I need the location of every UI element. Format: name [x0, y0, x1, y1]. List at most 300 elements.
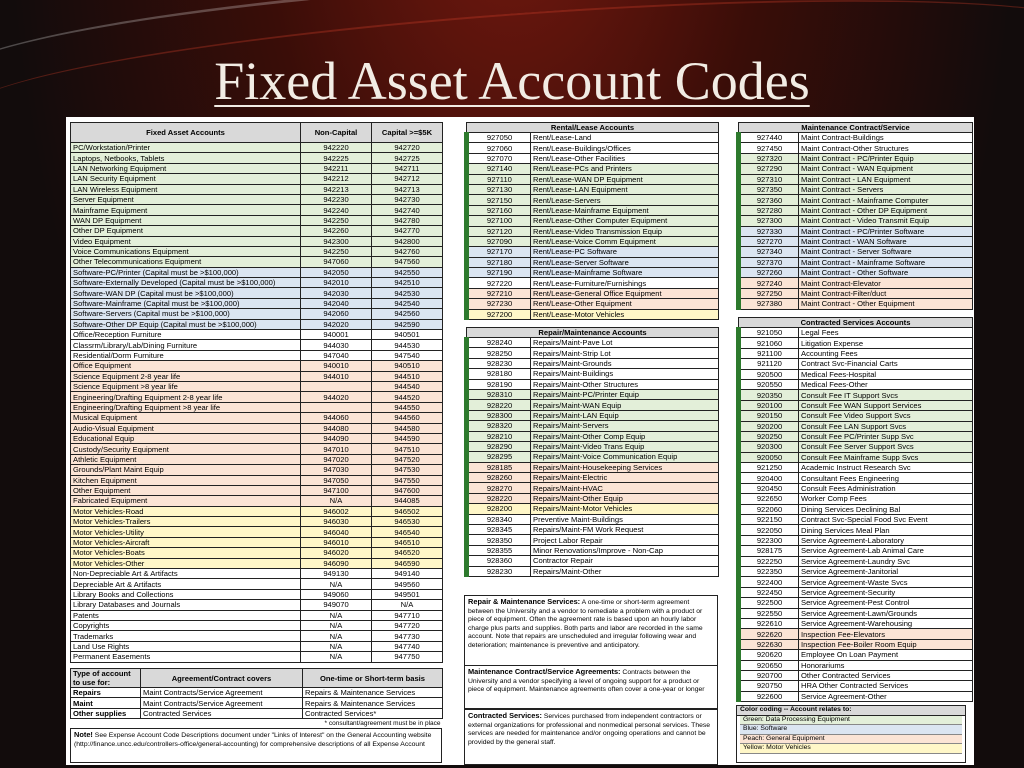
account-description: Maint Contract-Other Structures	[799, 143, 973, 153]
account-code: 928340	[467, 514, 531, 524]
account-code: 927290	[739, 164, 799, 174]
account-code: 927200	[467, 309, 531, 319]
account-name: PC/Workstation/Printer	[71, 143, 301, 153]
account-code: 920100	[739, 400, 799, 410]
account-name: Server Equipment	[71, 194, 301, 204]
table-row	[71, 194, 443, 204]
non-capital-code: 944020	[301, 392, 372, 402]
table-row	[71, 579, 443, 589]
legend-item: Blue: Software	[740, 725, 962, 735]
account-name: Motor Vehicles-Other	[71, 558, 301, 568]
account-description: Other Contracted Services	[799, 670, 973, 680]
table-row	[739, 566, 973, 576]
non-capital-code: 942250	[301, 215, 372, 225]
account-name: Custody/Security Equipment	[71, 444, 301, 454]
account-code: 921050	[739, 328, 799, 338]
account-name: Other Telecommunications Equipment	[71, 257, 301, 267]
capital-code: 946540	[372, 527, 443, 537]
account-code: 928350	[467, 535, 531, 545]
account-name: Motor Vehicles-Aircraft	[71, 537, 301, 547]
account-code: 928175	[739, 546, 799, 556]
account-description: Consult Fee WAN Support Services	[799, 400, 973, 410]
table-row	[467, 452, 719, 462]
non-capital-code: 942220	[301, 143, 372, 153]
account-description: Service Agreement-Waste Svcs	[799, 577, 973, 587]
account-description: Legal Fees	[799, 328, 973, 338]
account-name: Engineering/Drafting Equipment >8 year life	[71, 402, 301, 412]
capital-code: 947750	[372, 652, 443, 662]
account-code: 922610	[739, 618, 799, 628]
account-name: Musical Equipment	[71, 413, 301, 423]
table-row	[467, 216, 719, 226]
table-row	[71, 485, 443, 495]
non-capital-code: 949060	[301, 589, 372, 599]
table-row	[467, 556, 719, 566]
table-row	[467, 535, 719, 545]
table-row	[71, 246, 443, 256]
short-term-type: Repairs & Maintenance Services	[303, 688, 443, 698]
account-code: 920450	[739, 483, 799, 493]
table-row	[467, 205, 719, 215]
account-code: 927130	[467, 184, 531, 194]
type-label: Other supplies	[71, 708, 141, 718]
non-capital-code: 944030	[301, 340, 372, 350]
maint-desc-title: Maintenance Contract/Service Agreements:	[468, 667, 621, 676]
account-description: Maint Contract - Mainframe Computer	[799, 195, 973, 205]
account-name: Motor Vehicles-Boats	[71, 548, 301, 558]
maint-description-box	[464, 665, 718, 709]
repair-maintenance-table	[464, 327, 719, 577]
table-row	[71, 381, 443, 391]
capital-code: 947730	[372, 631, 443, 641]
account-name: LAN Security Equipment	[71, 174, 301, 184]
account-code: 922400	[739, 577, 799, 587]
account-code: 922250	[739, 556, 799, 566]
table-row	[71, 688, 443, 698]
capital-code: 949560	[372, 579, 443, 589]
account-description: Maint Contract - Servers	[799, 184, 973, 194]
account-description: Preventive Maint-Buildings	[531, 514, 719, 524]
table-row	[467, 153, 719, 163]
account-description: Maint Contract-Buildings	[799, 133, 973, 143]
account-description: Service Agreement-Pest Control	[799, 598, 973, 608]
table-row	[467, 473, 719, 483]
table-row	[739, 535, 973, 545]
table-row	[739, 431, 973, 441]
table-row	[739, 494, 973, 504]
capital-code: 949501	[372, 589, 443, 599]
table-row	[739, 195, 973, 205]
non-capital-code: 944060	[301, 413, 372, 423]
account-description: Maint Contract - Other DP Equipment	[799, 205, 973, 215]
table-row	[739, 205, 973, 215]
account-code: 928290	[467, 441, 531, 451]
account-name: Science Equipment 2-8 year life	[71, 371, 301, 381]
table-row	[739, 660, 973, 670]
capital-code: 942712	[372, 174, 443, 184]
non-capital-code: 942040	[301, 298, 372, 308]
non-capital-code: 947010	[301, 444, 372, 454]
account-description: Consult Fees Administration	[799, 483, 973, 493]
capital-code: 942740	[372, 205, 443, 215]
capital-code: 947740	[372, 641, 443, 651]
account-description: Repairs/Maint-LAN Equip	[531, 410, 719, 420]
capital-code: 944540	[372, 381, 443, 391]
account-description: Repairs/Maint-Pave Lot	[531, 338, 719, 348]
account-description: Consult Fee IT Support Svcs	[799, 390, 973, 400]
account-code: 920750	[739, 681, 799, 691]
table-row	[739, 379, 973, 389]
account-name: Office/Reception Furniture	[71, 330, 301, 340]
table-row	[467, 431, 719, 441]
account-description: Service Agreement-Lab Animal Care	[799, 546, 973, 556]
account-code: 928300	[467, 410, 531, 420]
table-row	[467, 309, 719, 319]
table-row	[467, 493, 719, 503]
account-name: Other DP Equipment	[71, 226, 301, 236]
table-row	[71, 698, 443, 708]
account-name: Patents	[71, 610, 301, 620]
account-description: Service Agreement-Laundry Svc	[799, 556, 973, 566]
account-name: Office Equipment	[71, 361, 301, 371]
table-row	[739, 268, 973, 278]
account-name: Software-Servers (Capital must be >$100,000)	[71, 309, 301, 319]
capital-code: 947550	[372, 475, 443, 485]
account-code: 927210	[467, 288, 531, 298]
account-code: 927070	[467, 153, 531, 163]
col-capital: Capital >=$5K	[372, 123, 443, 143]
account-code: 927370	[739, 257, 799, 267]
non-capital-code: 946020	[301, 548, 372, 558]
capital-code: 947720	[372, 620, 443, 630]
account-description: Consultant Fees Engineering	[799, 473, 973, 483]
table-row	[71, 475, 443, 485]
non-capital-code: 947040	[301, 350, 372, 360]
table-row	[467, 288, 719, 298]
table-row	[739, 133, 973, 143]
account-code: 928210	[467, 431, 531, 441]
account-code: 927220	[467, 278, 531, 288]
account-description: Service Agreement-Other	[799, 691, 973, 701]
capital-code: 942760	[372, 246, 443, 256]
account-code: 928240	[467, 338, 531, 348]
table-row	[739, 288, 973, 298]
col-non-capital: Non-Capital	[301, 123, 372, 143]
maintenance-contract-table	[736, 122, 973, 310]
account-code: 927110	[467, 174, 531, 184]
legend-item: Green: Data Processing Equipment	[740, 716, 962, 726]
capital-code: 944085	[372, 496, 443, 506]
table-row	[739, 556, 973, 566]
repair-header: Repair/Maintenance Accounts	[467, 328, 719, 338]
type-of-account-table	[70, 668, 443, 729]
account-name: Library Databases and Journals	[71, 600, 301, 610]
non-capital-code: 946002	[301, 506, 372, 516]
account-description: Rent/Lease-Motor Vehicles	[531, 309, 719, 319]
table-row	[71, 652, 443, 662]
table-row	[71, 465, 443, 475]
account-description: Maint Contract - LAN Equipment	[799, 174, 973, 184]
account-name: Library Books and Collections	[71, 589, 301, 599]
non-capital-code: 946090	[301, 558, 372, 568]
short-term-type: Contracted Services*	[303, 708, 443, 718]
non-capital-code: 942211	[301, 163, 372, 173]
account-name: Voice Communications Equipment	[71, 246, 301, 256]
table-row	[71, 506, 443, 516]
account-code: 928250	[467, 348, 531, 358]
table-row	[71, 226, 443, 236]
non-capital-code: 940010	[301, 361, 372, 371]
table-row	[467, 164, 719, 174]
capital-code: 949140	[372, 569, 443, 579]
account-code: 922300	[739, 535, 799, 545]
account-code: 928200	[467, 504, 531, 514]
account-name: Copyrights	[71, 620, 301, 630]
account-code: 920050	[739, 452, 799, 462]
account-code: 927060	[467, 143, 531, 153]
capital-code: 942713	[372, 184, 443, 194]
table-row	[467, 174, 719, 184]
account-name: Engineering/Drafting Equipment 2-8 year life	[71, 392, 301, 402]
table-row	[739, 226, 973, 236]
repair-desc-text: A one-time or short-term agreement between the University and a vendor to remediate a problem with a product or piece of equipment. Often the agreement rate is based upon an hourly labor charge plus parts and supplies. Both parts and labor are recorded in the same account. Note that repairs are unscheduled and irregular following wear and deterioration; maintenance is preventive and anticipatory.	[468, 599, 703, 649]
agreement-type: Contracted Services	[141, 708, 303, 718]
account-description: Repairs/Maint-HVAC	[531, 483, 719, 493]
table-row	[467, 278, 719, 288]
account-name: Software-WAN DP (Capital must be >$100,000)	[71, 288, 301, 298]
agreement-type: Maint Contracts/Service Agreement	[141, 688, 303, 698]
account-code: 927180	[467, 257, 531, 267]
account-code: 928190	[467, 379, 531, 389]
table-row	[467, 143, 719, 153]
account-description: Rent/Lease-Land	[531, 133, 719, 143]
capital-code: 946510	[372, 537, 443, 547]
repair-desc-title: Repair & Maintenance Services:	[468, 597, 581, 606]
account-name: Software-Other DP Equip (Capital must be >$100,000)	[71, 319, 301, 329]
table-row	[467, 389, 719, 399]
account-description: Repairs/Maint-Voice Communication Equip	[531, 452, 719, 462]
account-name: Video Equipment	[71, 236, 301, 246]
account-name: Permanent Easements	[71, 652, 301, 662]
account-name: Educational Equip	[71, 433, 301, 443]
slide-title: Fixed Asset Account Codes	[214, 51, 810, 111]
table-row	[467, 514, 719, 524]
agreement-type: Maint Contracts/Service Agreement	[141, 698, 303, 708]
table-row	[71, 433, 443, 443]
non-capital-code: 944090	[301, 433, 372, 443]
account-name: Software-Mainframe (Capital must be >$100,000)	[71, 298, 301, 308]
table-row	[467, 441, 719, 451]
table-row	[71, 236, 443, 246]
account-description: Repairs/Maint-Strip Lot	[531, 348, 719, 358]
capital-code: 942560	[372, 309, 443, 319]
non-capital-code: 947050	[301, 475, 372, 485]
capital-code: 944530	[372, 340, 443, 350]
table-row	[739, 328, 973, 338]
account-description: Maint Contract - PC/Printer Equip	[799, 153, 973, 163]
non-capital-code: 947030	[301, 465, 372, 475]
account-code: 928360	[467, 556, 531, 566]
table-row	[739, 216, 973, 226]
table-row	[467, 338, 719, 348]
legend-title: Color coding -- Account relates to:	[737, 706, 965, 716]
capital-code: 942510	[372, 278, 443, 288]
capital-code: 947600	[372, 485, 443, 495]
capital-code: 942720	[372, 143, 443, 153]
table-row	[739, 639, 973, 649]
account-code: 927150	[467, 195, 531, 205]
account-description: Academic Instruct Research Svc	[799, 463, 973, 473]
account-name: Fabricated Equipment	[71, 496, 301, 506]
account-name: Laptops, Netbooks, Tablets	[71, 153, 301, 163]
account-code: 927160	[467, 205, 531, 215]
table-row	[739, 442, 973, 452]
non-capital-code: 942230	[301, 194, 372, 204]
table-row	[71, 350, 443, 360]
table-row	[71, 163, 443, 173]
rental-lease-table	[464, 122, 719, 320]
capital-code: 946520	[372, 548, 443, 558]
account-description: Maint Contract-Filter/duct	[799, 288, 973, 298]
table-row	[467, 379, 719, 389]
account-description: Dining Services Meal Plan	[799, 525, 973, 535]
note-box	[70, 728, 442, 763]
account-description: Maint Contract - PC/Printer Software	[799, 226, 973, 236]
non-capital-code: 949130	[301, 569, 372, 579]
repair-description-box	[464, 595, 718, 667]
type-col-3: One-time or Short-term basis	[303, 669, 443, 688]
table-row	[467, 226, 719, 236]
account-name: LAN Wireless Equipment	[71, 184, 301, 194]
account-code: 927100	[467, 216, 531, 226]
table-row	[71, 496, 443, 506]
table-row	[467, 566, 719, 576]
account-code: 921250	[739, 463, 799, 473]
account-description: Service Agreement-Warehousing	[799, 618, 973, 628]
fixed-asset-table	[70, 122, 443, 663]
non-capital-code: 942030	[301, 288, 372, 298]
table-row	[739, 247, 973, 257]
account-code: 927280	[739, 205, 799, 215]
non-capital-code: N/A	[301, 620, 372, 630]
table-row	[71, 423, 443, 433]
account-code: 921100	[739, 348, 799, 358]
account-description: Repairs/Maint-Other	[531, 566, 719, 576]
table-row	[739, 452, 973, 462]
table-row	[739, 164, 973, 174]
account-description: Repairs/Maint-Other Structures	[531, 379, 719, 389]
account-description: Rent/Lease-Other Equipment	[531, 299, 719, 309]
account-description: Repairs/Maint-Grounds	[531, 358, 719, 368]
non-capital-code: 942260	[301, 226, 372, 236]
account-description: Medical Fees-Other	[799, 379, 973, 389]
contracted-desc-title: Contracted Services:	[468, 711, 542, 720]
type-label: Maint	[71, 698, 141, 708]
account-description: Service Agreement-Security	[799, 587, 973, 597]
account-code: 920300	[739, 442, 799, 452]
account-code: 920650	[739, 660, 799, 670]
account-code: 928270	[467, 483, 531, 493]
table-row	[467, 299, 719, 309]
account-code: 927310	[739, 174, 799, 184]
account-code: 927260	[739, 268, 799, 278]
account-name: Software-Externally Developed (Capital must be >$100,000)	[71, 278, 301, 288]
table-row	[467, 504, 719, 514]
table-row	[467, 483, 719, 493]
capital-code: 942711	[372, 163, 443, 173]
account-code: 927120	[467, 226, 531, 236]
table-row	[71, 413, 443, 423]
table-row	[467, 421, 719, 431]
account-code: 928295	[467, 452, 531, 462]
table-row	[467, 247, 719, 257]
table-row	[71, 278, 443, 288]
account-code: 920620	[739, 650, 799, 660]
table-row	[739, 421, 973, 431]
table-row	[71, 257, 443, 267]
capital-code: 944550	[372, 402, 443, 412]
account-code: 927330	[739, 226, 799, 236]
capital-code: 942550	[372, 267, 443, 277]
account-description: Maint Contract - WAN Equipment	[799, 164, 973, 174]
account-code: 920400	[739, 473, 799, 483]
account-code: 927320	[739, 153, 799, 163]
table-row	[739, 411, 973, 421]
non-capital-code: N/A	[301, 652, 372, 662]
legend-item: Yellow: Motor Vehicles	[740, 744, 962, 754]
capital-code: 942800	[372, 236, 443, 246]
account-name: WAN DP Equipment	[71, 215, 301, 225]
account-description: Service Agreement-Janitorial	[799, 566, 973, 576]
capital-code: 946590	[372, 558, 443, 568]
table-row	[739, 369, 973, 379]
capital-code: 947520	[372, 454, 443, 464]
account-code: 928345	[467, 525, 531, 535]
account-code: 922150	[739, 515, 799, 525]
table-row	[739, 598, 973, 608]
non-capital-code: N/A	[301, 496, 372, 506]
account-description: Worker Comp Fees	[799, 494, 973, 504]
non-capital-code: 944080	[301, 423, 372, 433]
capital-code: 942540	[372, 298, 443, 308]
contracted-services-table	[736, 317, 973, 702]
table-row	[739, 400, 973, 410]
account-code: 922060	[739, 504, 799, 514]
account-name: Non-Depreciable Art & Artifacts	[71, 569, 301, 579]
type-col-2: Agreement/Contract covers	[141, 669, 303, 688]
account-code: 928320	[467, 421, 531, 431]
account-code: 927360	[739, 195, 799, 205]
non-capital-code: 940001	[301, 330, 372, 340]
table-row	[467, 268, 719, 278]
account-description: Rent/Lease-LAN Equipment	[531, 184, 719, 194]
capital-code: 947560	[372, 257, 443, 267]
capital-code: 946502	[372, 506, 443, 516]
table-row	[739, 618, 973, 628]
table-row	[739, 257, 973, 267]
non-capital-code: 944010	[301, 371, 372, 381]
account-code: 928185	[467, 462, 531, 472]
account-code: 927440	[739, 133, 799, 143]
non-capital-code: 942240	[301, 205, 372, 215]
maint-header: Maintenance Contract/Service	[739, 123, 973, 133]
capital-code: 944580	[372, 423, 443, 433]
account-description: Repairs/Maint-Video Trans Equip	[531, 441, 719, 451]
non-capital-code: N/A	[301, 641, 372, 651]
note-text: See Expense Account Code Descriptions document under "Links of Interest" on the General Accounting website (http://finance.uncc.edu/controllers-office/general-accounting) for comprehensive descriptions of all Expense Account	[74, 732, 432, 748]
account-name: Motor Vehicles-Road	[71, 506, 301, 516]
table-row	[739, 525, 973, 535]
